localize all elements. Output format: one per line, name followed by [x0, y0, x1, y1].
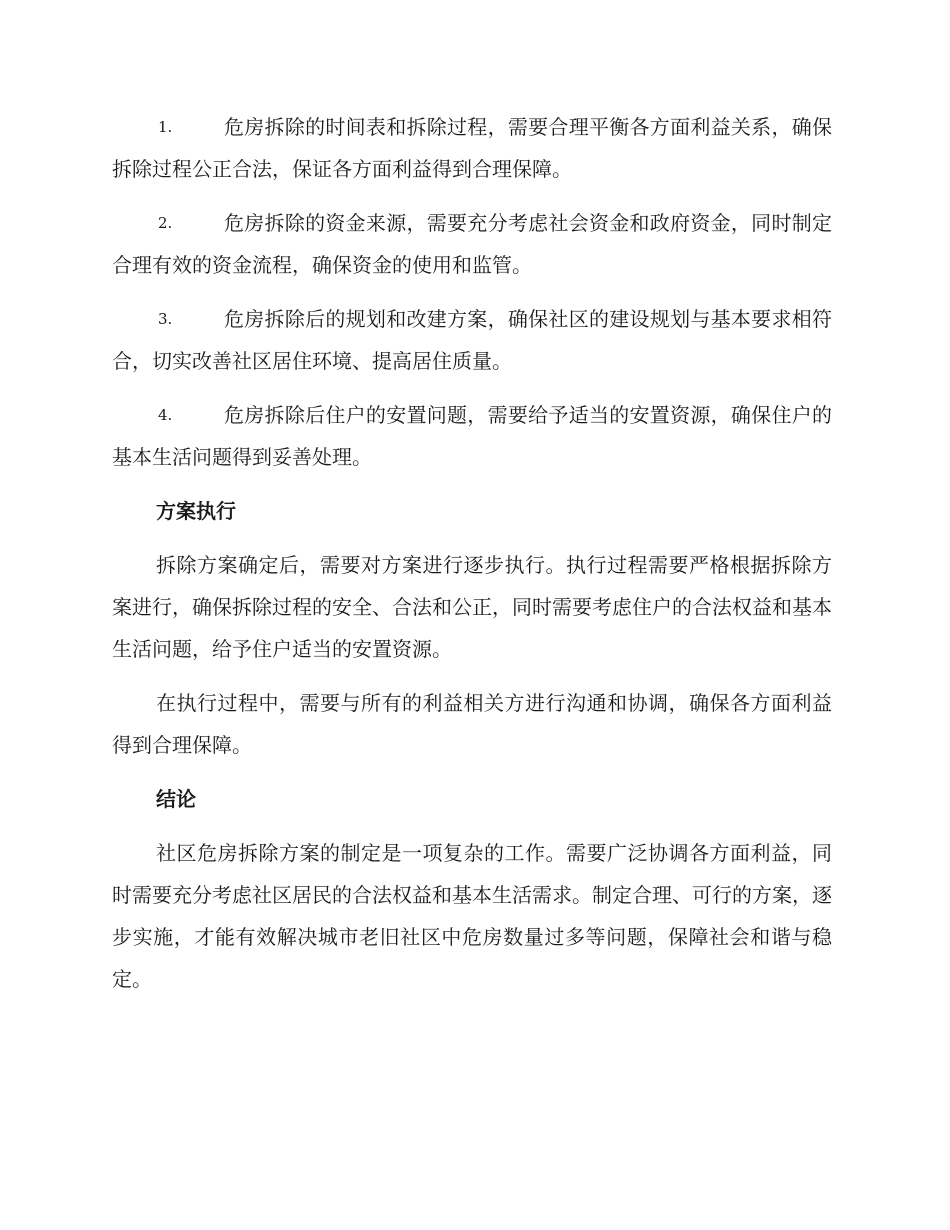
list-number: 3.: [158, 310, 173, 328]
list-number: 2.: [158, 214, 173, 232]
section-heading-conclusion: 结论: [156, 787, 196, 811]
paragraph: 社区危房拆除方案的制定是一项复杂的工作。需要广泛协调各方面利益，同时需要充分考虑社区居民的合法权益和基本生活需求。制定合理、可行的方案，逐步实施，才能有效解决城市老旧社区中危房数量过多等问题，保障社会和谐与稳定。: [112, 841, 832, 991]
list-item: [112, 394, 832, 478]
list-number: 4.: [158, 406, 173, 424]
list-number: 1.: [158, 118, 173, 136]
list-item: [112, 202, 832, 286]
list-item: [112, 298, 832, 382]
list-item-text: 危房拆除后的规划和改建方案，确保社区的建设规划与基本要求相符合，切实改善社区居住环境、提高居住质量。: [112, 307, 832, 373]
document-page: [112, 106, 832, 1012]
list-item-text: 危房拆除的时间表和拆除过程，需要合理平衡各方面利益关系，确保拆除过程公正合法，保证各方面利益得到合理保障。: [112, 115, 832, 181]
list-item-text: 危房拆除的资金来源，需要充分考虑社会资金和政府资金，同时制定合理有效的资金流程，确保资金的使用和监管。: [112, 211, 832, 277]
paragraph: 拆除方案确定后，需要对方案进行逐步执行。执行过程需要严格根据拆除方案进行，确保拆除过程的安全、合法和公正，同时需要考虑住户的合法权益和基本生活问题，给予住户适当的安置资源。: [112, 553, 832, 661]
list-item: [112, 106, 832, 190]
list-item-text: 危房拆除后住户的安置问题，需要给予适当的安置资源，确保住户的基本生活问题得到妥善处理。: [112, 403, 832, 469]
paragraph: 在执行过程中，需要与所有的利益相关方进行沟通和协调，确保各方面利益得到合理保障。: [112, 691, 832, 757]
section-heading-execution: 方案执行: [156, 499, 236, 523]
